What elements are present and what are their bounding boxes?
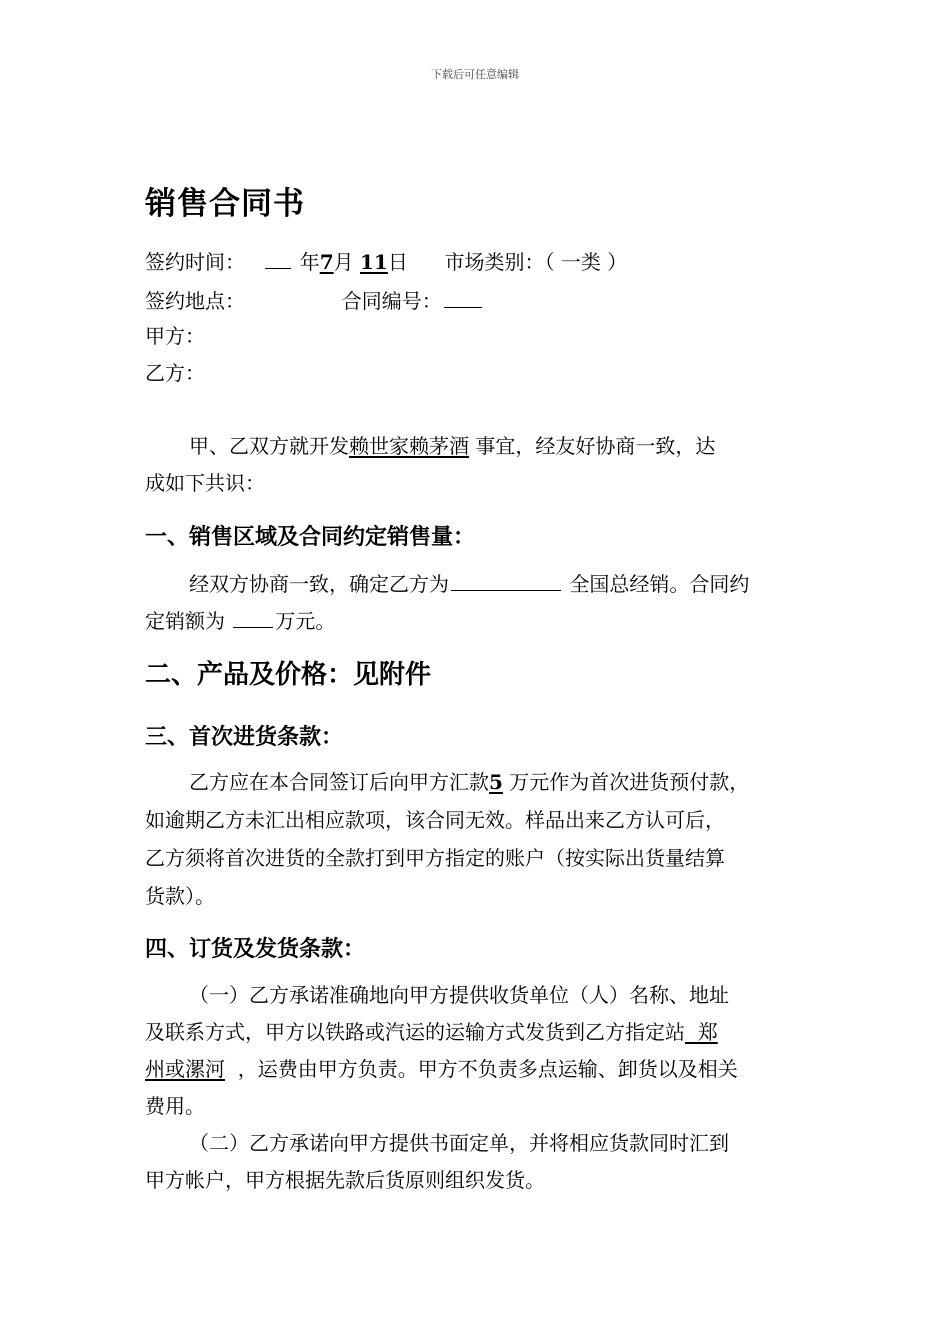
- section-3-text: 乙方应在本合同签订后向甲方汇款: [189, 770, 489, 794]
- contract-no-label: 合同编号：: [341, 289, 442, 313]
- section-3-heading: 三、首次进货条款：: [145, 725, 344, 750]
- section-1-amount-label: 定销额为: [145, 609, 225, 633]
- section-4-p2-line-1: （二）乙方承诺向甲方提供书面定单，并将相应货款同时汇到: [189, 1131, 729, 1155]
- party-a-label: 甲方：: [145, 324, 205, 348]
- prepayment-amount: 5: [489, 770, 503, 794]
- market-label: 市场类别：: [444, 250, 545, 274]
- intro-text: 甲、乙双方就开发: [189, 434, 349, 458]
- year-suffix: 年: [299, 250, 320, 274]
- section-1-amount-unit: 万元。: [275, 609, 336, 633]
- distributor-blank: [451, 572, 561, 591]
- document-title: 销售合同书: [145, 186, 305, 222]
- product-name: 赖世家赖茅酒: [349, 434, 469, 458]
- section-3-text-cont: 万元作为首次进货预付款，: [509, 770, 750, 794]
- day-value: 11: [360, 250, 388, 274]
- section-4-p1-line-1: （一）乙方承诺准确地向甲方提供收货单位（人）名称、地址: [189, 983, 729, 1007]
- sign-time-row: [145, 250, 627, 272]
- section-3-line-3: 乙方须将首次进货的全款打到甲方指定的账户（按实际出货量结算: [145, 846, 725, 870]
- month-value: 7: [319, 250, 334, 274]
- section-4-p1-line-4: 费用。: [145, 1094, 205, 1118]
- day-suffix: 日: [387, 250, 408, 274]
- section-1-text-cont: 全国总经销。合同约: [569, 572, 750, 596]
- section-1-text: 经双方协商一致，确定乙方为: [189, 572, 449, 596]
- station-text-1: 郑: [697, 1020, 718, 1044]
- sign-place-row: [145, 289, 484, 311]
- sign-time-label: 签约时间：: [145, 250, 245, 274]
- sales-amount-blank: [233, 609, 273, 628]
- year-blank: [265, 250, 291, 269]
- page-header-note: 下载后可任意编辑: [431, 68, 519, 81]
- section-4-text: 及联系方式，甲方以铁路或汽运的运输方式发货到乙方指定站: [145, 1020, 685, 1044]
- section-3-line-4: 货款）。: [145, 884, 215, 908]
- section-4-p1-line-2: [145, 1022, 718, 1042]
- market-value: （ 一类 ）: [544, 250, 628, 274]
- section-2-heading: 二、产品及价格：见附件: [145, 660, 432, 690]
- contract-no-blank: [444, 289, 482, 308]
- section-3-line-1: [189, 772, 749, 792]
- section-3-line-2: 如逾期乙方未汇出相应款项，该合同无效。样品出来乙方认可后，: [145, 808, 725, 832]
- station-part-2: 州或漯河: [145, 1057, 225, 1081]
- section-4-text-cont: ，运费由甲方负责。甲方不负责多点运输、卸货以及相关: [237, 1057, 738, 1081]
- intro-text-cont: 事宜，经友好协商一致，达: [475, 434, 716, 458]
- section-1-heading: 一、销售区域及合同约定销售量：: [145, 525, 476, 550]
- section-4-heading: 四、订货及发货条款：: [145, 937, 366, 962]
- intro-line-1: [189, 436, 715, 456]
- section-4-p1-line-3: [145, 1059, 738, 1079]
- month-suffix: 月: [333, 250, 354, 274]
- party-b-label: 乙方：: [145, 361, 205, 385]
- section-1-line-1: [189, 572, 749, 594]
- intro-line-2: 成如下共识：: [145, 471, 265, 495]
- section-4-p2-line-2: 甲方帐户，甲方根据先款后货原则组织发货。: [145, 1168, 545, 1192]
- sign-place-label: 签约地点：: [145, 289, 245, 313]
- section-1-line-2: [145, 609, 335, 631]
- station-part-1: [685, 1020, 718, 1044]
